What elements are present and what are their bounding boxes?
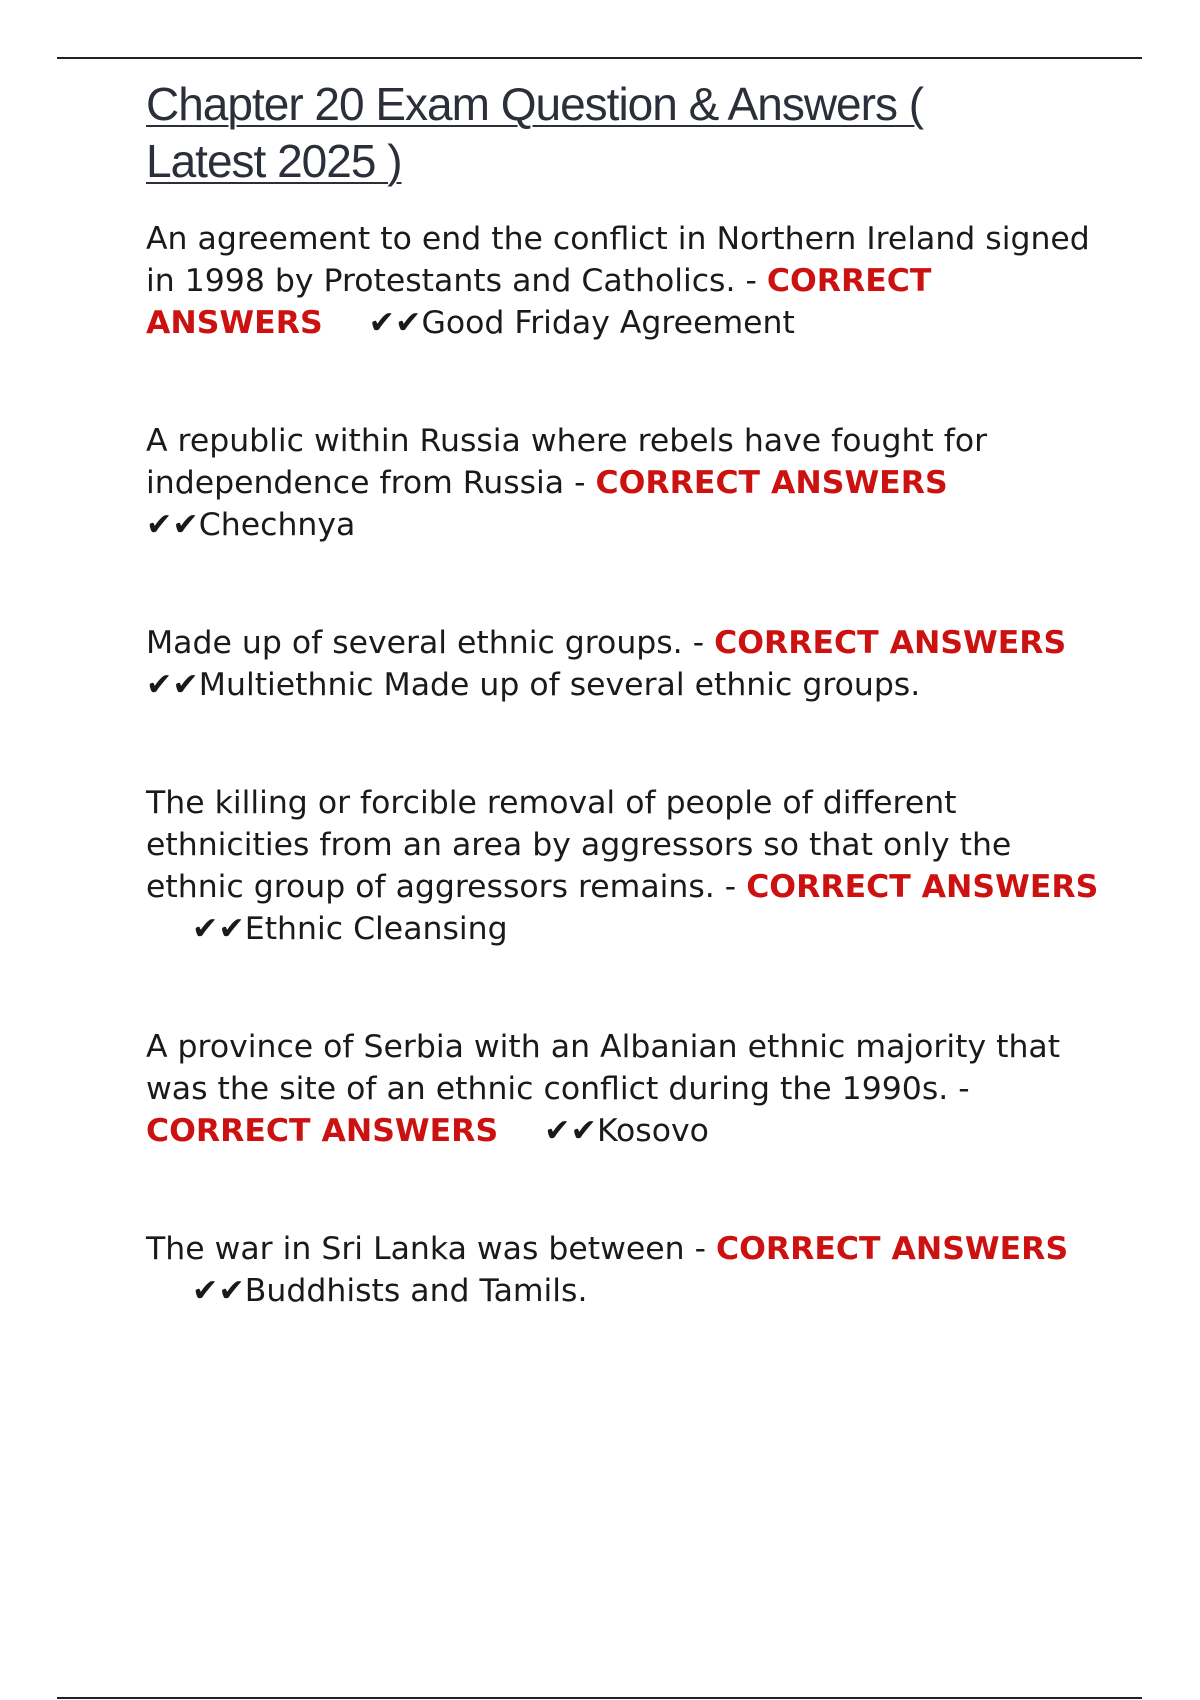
checkmark-icon: ✔✔	[146, 667, 199, 703]
qa-item	[146, 622, 1106, 706]
correct-answers-label: CORRECT ANSWERS	[716, 1231, 1069, 1267]
correct-answers-label: CORRECT ANSWERS	[714, 625, 1067, 661]
checkmark-icon: ✔✔	[192, 1273, 245, 1309]
qa-item	[146, 1228, 1106, 1312]
answer-text: Good Friday Agreement	[421, 305, 795, 341]
correct-answers-label: CORRECT ANSWERS	[595, 465, 948, 501]
correct-answers-label: CORRECT ANSWERS	[146, 1113, 499, 1149]
answer-text: Kosovo	[596, 1113, 709, 1149]
answer-text: Ethnic Cleansing	[244, 911, 508, 947]
qa-item	[146, 218, 1106, 344]
question-text: A republic within Russia where rebels have fought for independence from Russia -	[146, 423, 988, 501]
checkmark-icon: ✔✔	[368, 305, 422, 341]
document-content	[146, 76, 1106, 1312]
qa-item	[146, 420, 1106, 546]
checkmark-icon: ✔✔	[192, 911, 245, 947]
bottom-rule	[57, 1697, 1142, 1699]
checkmark-icon: ✔✔	[146, 507, 199, 543]
question-text: The killing or forcible removal of people of different ethnicities from an area by aggressors so that only the ethnic group of aggressors remains. -	[146, 785, 1012, 905]
correct-answers-label: CORRECT ANSWERS	[746, 869, 1099, 905]
checkmark-icon: ✔✔	[544, 1113, 597, 1149]
page-title: Chapter 20 Exam Question & Answers ( Latest 2025 )	[146, 78, 924, 187]
correct-answers-label: CORRECT ANSWERS	[146, 263, 932, 341]
qa-item	[146, 1026, 1106, 1152]
question-text: Made up of several ethnic groups. -	[146, 625, 705, 661]
question-text: The war in Sri Lanka was between -	[146, 1231, 706, 1267]
answer-text: Multiethnic Made up of several ethnic groups.	[198, 667, 921, 703]
top-rule	[57, 57, 1142, 59]
question-text: A province of Serbia with an Albanian ethnic majority that was the site of an ethnic conflict during the 1990s. -	[146, 1029, 1061, 1107]
answer-text: Chechnya	[198, 507, 356, 543]
qa-item	[146, 782, 1106, 950]
answer-text: Buddhists and Tamils.	[244, 1273, 588, 1309]
question-text: An agreement to end the conflict in Northern Ireland signed in 1998 by Protestants and Catholics. -	[146, 221, 1090, 299]
